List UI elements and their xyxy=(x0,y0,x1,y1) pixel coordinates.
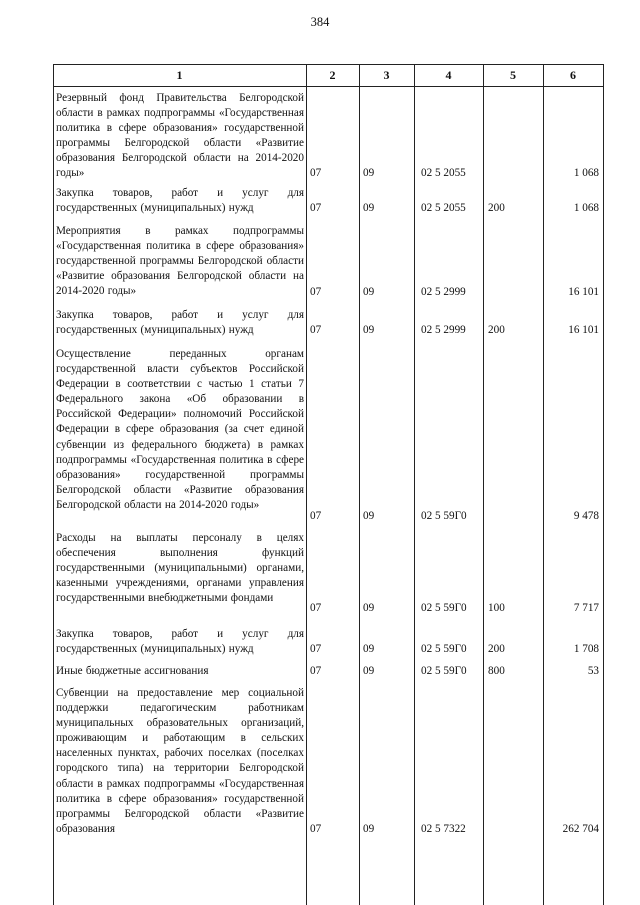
row-amount: 16 101 xyxy=(568,286,599,298)
row-description: Расходы на выплаты персоналу в целях обеспечения выполнения функций государственными (муниципальными) органами, казенными учреждениями, органами управления государственными внебюджетными фондами xyxy=(56,532,304,605)
row-amount: 16 101 xyxy=(568,324,599,336)
header-col-3: 3 xyxy=(383,68,390,82)
row-subsection: 09 xyxy=(363,202,375,214)
row-amount: 9 478 xyxy=(573,510,599,522)
row-description: Мероприятия в рамках подпрограммы «Государственная политика в сфере образования» государственной программы Белгородской области «Развитие образования Белгородской области на 2014-2020 годы» xyxy=(56,225,304,298)
column-divider xyxy=(543,64,544,905)
row-target-article: 02 5 2055 xyxy=(421,167,466,179)
table-border-left xyxy=(53,64,54,905)
row-target-article: 02 5 2999 xyxy=(421,324,466,336)
row-target-article: 02 5 7322 xyxy=(421,823,466,835)
row-target-article: 02 5 59Г0 xyxy=(421,602,467,614)
header-col-4: 4 xyxy=(445,68,452,82)
row-expense-type: 200 xyxy=(488,202,505,214)
row-section: 07 xyxy=(310,602,322,614)
row-target-article: 02 5 2055 xyxy=(421,202,466,214)
row-section: 07 xyxy=(310,510,322,522)
row-subsection: 09 xyxy=(363,510,375,522)
row-description: Резервный фонд Правительства Белгородской области в рамках подпрограммы «Государственная политика в сфере образования» государственной программы Белгородской области «Развитие образования Белгородской области на 2014-2020 годы» xyxy=(56,92,304,180)
column-divider xyxy=(483,64,484,905)
row-amount: 1 708 xyxy=(573,643,599,655)
row-expense-type: 800 xyxy=(488,665,505,677)
row-amount: 1 068 xyxy=(573,167,599,179)
row-description: Закупка товаров, работ и услуг для государственных (муниципальных) нужд xyxy=(56,309,304,337)
row-section: 07 xyxy=(310,167,322,179)
row-target-article: 02 5 59Г0 xyxy=(421,510,467,522)
row-section: 07 xyxy=(310,202,322,214)
column-divider xyxy=(359,64,360,905)
row-target-article: 02 5 59Г0 xyxy=(421,643,467,655)
row-description: Субвенции на предоставление мер социальной поддержки педагогическим работникам муниципальных образовательных организаций, проживающим и работающим в сельских населенных пунктах, рабочих поселках (поселках городского типа) на территории Белгородской области в рамках подпрограммы «Государственная политика в сфере образования» государственной программы Белгородской области «Развитие образования xyxy=(56,687,304,835)
row-subsection: 09 xyxy=(363,602,375,614)
row-amount: 7 717 xyxy=(573,602,599,614)
row-section: 07 xyxy=(310,823,322,835)
row-expense-type: 200 xyxy=(488,324,505,336)
row-subsection: 09 xyxy=(363,286,375,298)
row-amount: 262 704 xyxy=(562,823,599,835)
row-subsection: 09 xyxy=(363,823,375,835)
column-divider xyxy=(414,64,415,905)
row-expense-type: 100 xyxy=(488,602,505,614)
row-description: Закупка товаров, работ и услуг для государственных (муниципальных) нужд xyxy=(56,187,304,215)
row-target-article: 02 5 59Г0 xyxy=(421,665,467,677)
row-section: 07 xyxy=(310,286,322,298)
row-amount: 1 068 xyxy=(573,202,599,214)
header-col-1: 1 xyxy=(176,68,183,82)
row-subsection: 09 xyxy=(363,643,375,655)
budget-table xyxy=(53,64,604,905)
row-description: Иные бюджетные ассигнования xyxy=(56,665,209,677)
header-col-6: 6 xyxy=(570,68,576,82)
header-separator xyxy=(53,86,604,87)
row-subsection: 09 xyxy=(363,665,375,677)
row-section: 07 xyxy=(310,665,322,677)
row-subsection: 09 xyxy=(363,167,375,179)
row-description: Закупка товаров, работ и услуг для государственных (муниципальных) нужд xyxy=(56,628,304,656)
row-target-article: 02 5 2999 xyxy=(421,286,466,298)
header-col-5: 5 xyxy=(510,68,516,82)
table-border-top xyxy=(53,64,604,65)
header-col-2: 2 xyxy=(329,68,336,82)
row-section: 07 xyxy=(310,643,322,655)
row-description: Осуществление переданных органам государственной власти субъектов Российской Федерации в соответствии с частью 1 статьи 7 Федерального закона «Об образовании в Российской Федерации» полномочий Российской Федерации в сфере образования (за счет единой субвенции из федерального бюджета) в рамках подпрограммы «Государственная политика в сфере образования» государственной программы Белгородской области «Развитие образования Белгородской области на 2014-2020 годы» xyxy=(56,348,304,511)
table-border-right xyxy=(603,64,604,905)
row-expense-type: 200 xyxy=(488,643,505,655)
row-subsection: 09 xyxy=(363,324,375,336)
row-amount: 53 xyxy=(587,665,599,677)
column-divider xyxy=(306,64,307,905)
row-section: 07 xyxy=(310,324,322,336)
page-number: 384 xyxy=(310,15,330,29)
